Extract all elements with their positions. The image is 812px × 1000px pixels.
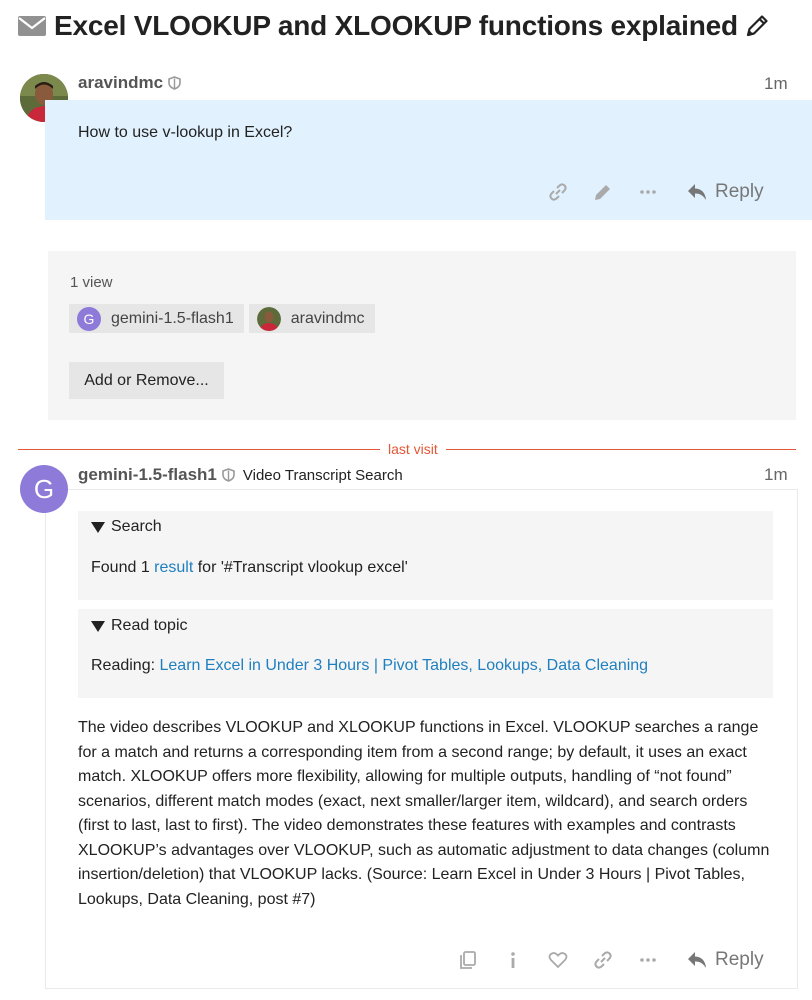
search-details bbox=[78, 511, 773, 600]
add-or-remove-button[interactable]: Add or Remove... bbox=[69, 362, 224, 399]
shield-icon bbox=[222, 468, 235, 482]
copy-icon[interactable] bbox=[457, 949, 479, 971]
heart-icon[interactable] bbox=[547, 949, 569, 971]
pencil-icon[interactable] bbox=[592, 181, 614, 203]
reply-button[interactable] bbox=[687, 949, 764, 971]
topic-link[interactable]: Learn Excel in Under 3 Hours | Pivot Tables, Lookups, Data Cleaning bbox=[159, 657, 649, 674]
participant-name: gemini-1.5-flash1 bbox=[111, 309, 234, 327]
reply-icon bbox=[687, 183, 707, 201]
participant-chip[interactable] bbox=[69, 304, 244, 333]
post-author[interactable] bbox=[78, 465, 403, 485]
info-icon[interactable] bbox=[502, 949, 524, 971]
participant-chip[interactable] bbox=[249, 304, 375, 333]
link-icon[interactable] bbox=[547, 181, 569, 203]
search-heading: Search bbox=[111, 518, 162, 535]
found-prefix: Found 1 bbox=[91, 559, 155, 576]
reply-button[interactable] bbox=[687, 181, 764, 203]
reading-line bbox=[91, 657, 648, 675]
read-topic-summary-toggle[interactable] bbox=[91, 617, 188, 635]
topic-header bbox=[18, 6, 770, 46]
reply-label: Reply bbox=[715, 949, 764, 970]
pencil-icon[interactable] bbox=[744, 13, 770, 39]
post-time[interactable]: 1m bbox=[764, 74, 788, 93]
post-time[interactable]: 1m bbox=[764, 465, 788, 484]
search-result-line bbox=[91, 559, 408, 577]
more-options-icon[interactable] bbox=[637, 181, 659, 203]
post-text: How to use v-lookup in Excel? bbox=[78, 124, 293, 141]
reply-label: Reply bbox=[715, 181, 764, 202]
triangle-down-icon bbox=[91, 621, 105, 632]
avatar: G bbox=[77, 307, 101, 331]
post-actions bbox=[434, 948, 764, 972]
search-summary-toggle[interactable] bbox=[91, 518, 162, 536]
participant-name: aravindmc bbox=[290, 309, 365, 327]
result-link[interactable]: result bbox=[154, 559, 194, 576]
more-options-icon[interactable] bbox=[637, 949, 659, 971]
post-actions bbox=[524, 180, 764, 204]
view-count: 1 view bbox=[70, 274, 113, 291]
reading-prefix: Reading: bbox=[91, 657, 160, 674]
user-title: Video Transcript Search bbox=[242, 466, 403, 484]
reply-icon bbox=[687, 951, 707, 969]
avatar[interactable]: G bbox=[20, 465, 68, 513]
last-visit-label: last visit bbox=[380, 441, 446, 457]
username-link[interactable]: gemini-1.5-flash1 bbox=[78, 465, 217, 484]
envelope-icon bbox=[18, 15, 46, 37]
avatar bbox=[257, 307, 281, 331]
post-text: The video describes VLOOKUP and XLOOKUP functions in Excel. VLOOKUP searches a range for a match and returns a corresponding item from a second range; by default, it uses an exact match. XLOOKUP offers more flexibility, allowing for multiple outputs, handling of “not found” scenarios, different match modes (exact, next smaller/larger item, wildcard), and search orders (first to last, last to first). The video demonstrates these features with examples and contrasts XLOOKUP’s advantages over VLOOKUP, such as automatic adjustment to data changes (column insertion/deletion) that VLOOKUP lacks. (Source: Learn Excel in Under 3 Hours | Pivot Tables, Lookups, Data Cleaning, post #7) bbox=[78, 719, 770, 908]
shield-icon bbox=[168, 76, 181, 90]
link-icon[interactable] bbox=[592, 949, 614, 971]
participant-list bbox=[69, 304, 375, 333]
triangle-down-icon bbox=[91, 522, 105, 533]
found-suffix: for '#Transcript vlookup excel' bbox=[193, 559, 408, 576]
read-topic-heading: Read topic bbox=[111, 617, 188, 634]
username-link[interactable]: aravindmc bbox=[78, 73, 164, 92]
post-author[interactable] bbox=[78, 73, 181, 93]
topic-title[interactable]: Excel VLOOKUP and XLOOKUP functions explained bbox=[54, 10, 738, 41]
